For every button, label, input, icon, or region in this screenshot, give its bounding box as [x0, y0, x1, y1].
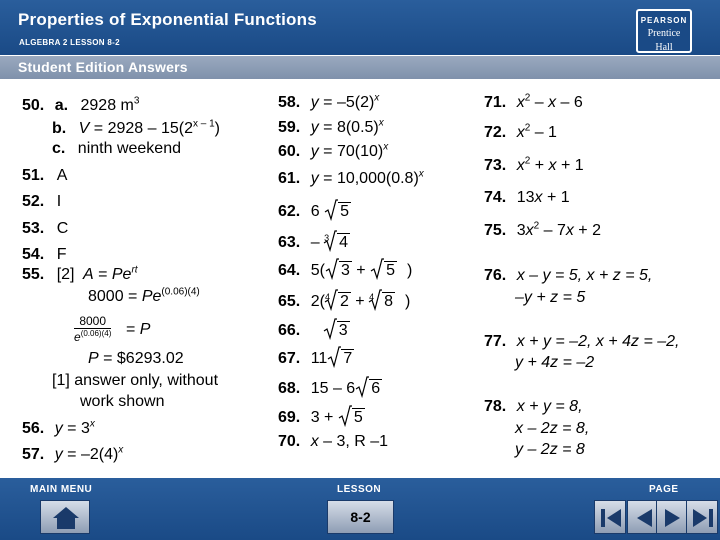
answer-text: = 70(10)	[318, 143, 384, 160]
variable: y	[54, 420, 63, 437]
answer-71	[484, 94, 583, 112]
answer-text: 13	[516, 189, 535, 206]
first-page-button[interactable]	[594, 500, 626, 534]
section-banner	[0, 56, 720, 79]
root-index: 3	[324, 233, 330, 243]
answer-text: work shown	[80, 393, 165, 410]
answer-text: + 2	[573, 222, 601, 239]
answer-text: )	[406, 262, 413, 279]
variable: y	[54, 446, 63, 463]
answer-54	[22, 246, 66, 264]
answer-55-result	[88, 350, 184, 368]
radical-icon	[370, 258, 384, 280]
last-page-icon	[687, 501, 719, 535]
answer-50b	[52, 120, 220, 138]
answer-77-line2	[515, 354, 594, 372]
logo-line1: Prentice	[647, 28, 681, 39]
answer-55	[22, 266, 138, 284]
logo-line2: Hall	[655, 42, 673, 53]
answer-text: –	[310, 234, 320, 251]
answer-text: 15 – 6	[310, 380, 356, 397]
answer-number: 60.	[278, 143, 301, 160]
answer-number: 54.	[22, 246, 45, 263]
answer-text: 8000 =	[88, 288, 142, 305]
home-icon	[41, 501, 91, 535]
answer-text: x – 2z = 8,	[515, 420, 590, 437]
root-index: 4	[324, 292, 330, 302]
answer-number: 57.	[22, 446, 45, 463]
variable: x	[534, 189, 543, 206]
exponent: x	[383, 141, 389, 153]
root-index: 4	[369, 292, 375, 302]
radical-icon	[355, 376, 369, 398]
answer-text: x – y = 5, x + z = 5,	[516, 267, 653, 284]
radicand: 5	[353, 409, 363, 426]
answer-text: = 3	[62, 420, 90, 437]
variable: P	[88, 350, 99, 367]
page-label: PAGE	[649, 484, 679, 495]
answer-text: y – 2z = 8	[515, 441, 585, 458]
answer-text: =	[126, 321, 140, 338]
radicand: 5	[386, 262, 395, 279]
exponent: x	[418, 168, 424, 180]
variable: e	[74, 330, 81, 344]
exponent: x	[374, 92, 380, 104]
answer-text: F	[56, 246, 67, 263]
variable: A	[82, 266, 94, 283]
answer-58	[278, 94, 379, 112]
exponent: 3	[133, 95, 140, 107]
exponent: x – 1	[192, 118, 215, 130]
lesson-label: LESSON	[337, 484, 382, 495]
exponent: x	[378, 117, 384, 129]
radicand: 4	[339, 234, 348, 251]
answer-number: 64.	[278, 262, 301, 279]
answer-text: = 10,000(0.8)	[318, 170, 419, 187]
answer-66	[278, 318, 350, 340]
answer-number: 74.	[484, 189, 507, 206]
exponent: rt	[131, 264, 138, 276]
variable: Pe	[111, 266, 132, 283]
answer-56	[22, 420, 95, 438]
variable: V	[78, 120, 90, 137]
answer-number: 58.	[278, 94, 301, 111]
variable: y	[310, 170, 319, 187]
variable: x	[516, 124, 525, 141]
answer-number: 53.	[22, 220, 45, 237]
answer-number: 70.	[278, 433, 301, 450]
answer-text: – 3, R –1	[318, 433, 389, 450]
lesson-button[interactable]: 8-2	[327, 500, 394, 534]
variable: x	[525, 222, 534, 239]
answer-70	[278, 433, 388, 451]
main-menu-label: MAIN MENU	[30, 484, 93, 495]
variable: Pe	[141, 288, 162, 305]
answer-number: 78.	[484, 398, 507, 415]
answer-text: A	[56, 167, 68, 184]
answer-75	[484, 222, 601, 240]
answer-60	[278, 143, 388, 161]
answer-text: –	[530, 94, 549, 111]
answers-content	[0, 80, 720, 478]
header-bar	[0, 0, 720, 55]
answer-text: 2(	[310, 293, 325, 310]
variable: x	[310, 433, 319, 450]
fraction-equals	[126, 321, 150, 339]
answer-text: – 6	[556, 94, 583, 111]
answer-65	[278, 288, 410, 311]
answer-text: C	[56, 220, 69, 237]
variable: P	[139, 321, 151, 338]
answer-number: 56.	[22, 420, 45, 437]
answer-78	[484, 398, 583, 416]
answer-57	[22, 446, 123, 464]
main-menu-button[interactable]	[40, 500, 90, 534]
exponent: 2	[524, 122, 531, 134]
footer-nav	[0, 478, 720, 540]
variable: x	[516, 157, 525, 174]
answer-text: = 8(0.5)	[318, 119, 379, 136]
variable: y	[310, 119, 319, 136]
part-label: a.	[54, 97, 69, 114]
answer-number: 61.	[278, 170, 301, 187]
radicand: 7	[343, 350, 353, 367]
radical-icon	[324, 199, 338, 221]
answer-50a	[22, 97, 139, 115]
answer-51	[22, 167, 67, 185]
answer-number: 65.	[278, 293, 301, 310]
answer-67	[278, 346, 354, 368]
fraction-numerator: 8000	[74, 314, 111, 329]
answer-text: [1] answer only, without	[52, 372, 219, 389]
answer-68	[278, 376, 382, 398]
answer-number: 76.	[484, 267, 507, 284]
prev-page-button[interactable]	[627, 500, 659, 534]
radical-icon	[338, 405, 352, 427]
answer-number: 77.	[484, 333, 507, 350]
answer-text: + 1	[556, 157, 584, 174]
answer-number: 62.	[278, 203, 301, 220]
radical-icon	[324, 289, 338, 311]
answer-text: 11	[310, 350, 328, 367]
answer-50c	[52, 140, 181, 158]
answer-text: = –5(2)	[318, 94, 375, 111]
answer-number: 51.	[22, 167, 45, 184]
answer-74	[484, 189, 570, 207]
answer-55-partial-2	[80, 393, 164, 411]
answer-61	[278, 170, 424, 188]
next-page-button[interactable]	[656, 500, 688, 534]
answer-number: 71.	[484, 94, 507, 111]
answer-text: +	[530, 157, 549, 174]
answer-78-line3	[515, 441, 585, 459]
answer-text: = 2928 – 15(2	[89, 120, 193, 137]
answer-69	[278, 405, 365, 427]
first-page-icon	[595, 501, 627, 535]
page-title: Properties of Exponential Functions	[18, 10, 317, 29]
exponent: 2	[533, 220, 540, 232]
answer-76	[484, 267, 652, 285]
answer-text: y + 4z = –2	[515, 354, 595, 371]
answer-63	[278, 229, 350, 252]
answer-number: 66.	[278, 322, 301, 339]
answer-text: – 7	[539, 222, 566, 239]
answer-text: =	[93, 266, 112, 283]
logo-publisher: PEARSON	[640, 16, 688, 25]
variable: x	[516, 94, 525, 111]
exponent: x	[118, 444, 124, 456]
variable: x	[565, 222, 574, 239]
answer-73	[484, 157, 584, 175]
answer-text: +	[351, 262, 371, 279]
answer-number: 55.	[22, 266, 45, 283]
part-label: b.	[52, 120, 67, 137]
answer-number: 68.	[278, 380, 301, 397]
answer-text: 3 +	[310, 409, 338, 426]
answer-62	[278, 199, 351, 221]
variable: y	[310, 143, 319, 160]
answer-52	[22, 193, 61, 211]
exponent: 2	[524, 155, 531, 167]
answer-number: 50.	[22, 97, 45, 114]
answer-64	[278, 258, 412, 280]
radicand: 5	[340, 203, 349, 220]
variable: x	[548, 157, 557, 174]
next-page-icon	[657, 501, 689, 535]
part-label: c.	[52, 140, 66, 157]
radicand: 2	[339, 293, 349, 310]
answer-55-partial	[52, 372, 218, 390]
answer-53	[22, 220, 68, 238]
lesson-subtitle: ALGEBRA 2 LESSON 8-2	[19, 38, 120, 47]
answer-text: x + y = –2, x + 4z = –2,	[516, 333, 680, 350]
pearson-logo	[636, 9, 692, 53]
answer-text: 2928 m	[80, 97, 134, 114]
answer-number: 69.	[278, 409, 301, 426]
answer-78-line2	[515, 420, 589, 438]
answer-text: )	[405, 293, 411, 310]
answer-text: 6	[310, 203, 320, 220]
radical-icon	[325, 258, 339, 280]
answer-text: +	[350, 293, 370, 310]
answer-text: I	[56, 193, 62, 210]
radical-icon	[323, 318, 337, 340]
answer-text: = $6293.02	[98, 350, 184, 367]
answer-76-line2	[515, 289, 585, 307]
section-title: Student Edition Answers	[18, 59, 188, 75]
answer-number: 63.	[278, 234, 301, 251]
radicand: 6	[371, 380, 381, 397]
exponent: x	[89, 418, 95, 430]
radical-icon	[323, 230, 337, 252]
radical-icon	[327, 346, 341, 368]
answer-59	[278, 119, 384, 137]
radical-icon	[368, 289, 382, 311]
answer-text: 5(	[310, 262, 325, 279]
exponent: (0.06)(4)	[80, 329, 112, 338]
answer-number: 59.	[278, 119, 301, 136]
answer-text: = –2(4)	[62, 446, 119, 463]
exponent: 2	[524, 92, 531, 104]
radicand: 3	[338, 322, 348, 339]
variable: x	[548, 94, 557, 111]
last-page-button[interactable]	[686, 500, 718, 534]
exponent: (0.06)(4)	[161, 286, 200, 298]
answer-text: 3	[516, 222, 526, 239]
answer-55-line2	[88, 288, 200, 306]
answer-77	[484, 333, 679, 351]
answer-72	[484, 124, 557, 142]
fraction-denominator	[74, 329, 111, 344]
answer-text: + 1	[542, 189, 570, 206]
answer-text: –y + z = 5	[515, 289, 586, 306]
answer-number: 67.	[278, 350, 301, 367]
score-label: [2]	[56, 266, 75, 283]
radicand: 8	[384, 293, 394, 310]
answer-text: – 1	[530, 124, 557, 141]
answer-text: x + y = 8,	[516, 398, 583, 415]
answer-text: ninth weekend	[77, 140, 181, 157]
answer-number: 73.	[484, 157, 507, 174]
answer-number: 72.	[484, 124, 507, 141]
answer-number: 52.	[22, 193, 45, 210]
fraction	[74, 314, 111, 344]
variable: y	[310, 94, 319, 111]
radicand: 3	[340, 262, 350, 279]
answer-number: 75.	[484, 222, 507, 239]
answer-text: )	[214, 120, 220, 137]
